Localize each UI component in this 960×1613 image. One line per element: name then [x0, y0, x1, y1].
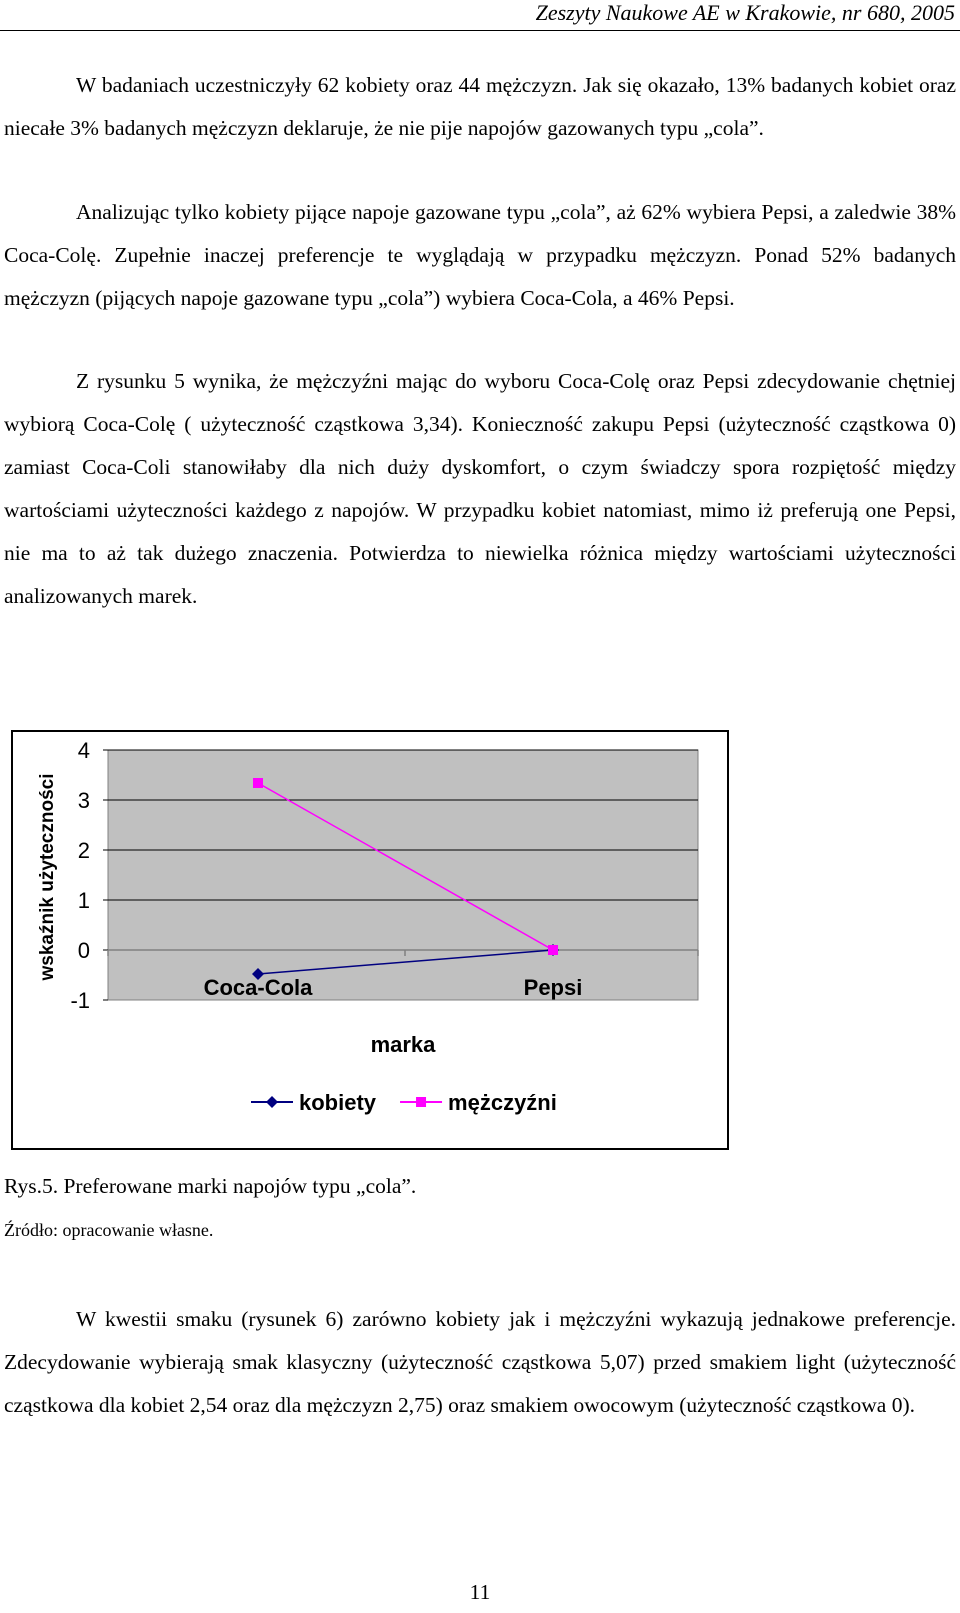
data-point-marker: [548, 945, 558, 955]
legend-swatch-marker: [266, 1096, 278, 1108]
paragraph-text: Z rysunku 5 wynika, że mężczyźni mając do wyboru Coca-Colę oraz Pepsi zdecydowanie chętniej wybiorą Coca-Colę ( użyteczność cząstkowa 3,34). Konieczność zakupu Pepsi (użyteczność cząstkowa 0) zamiast Coca-Coli stanowiłaby dla nich duży dyskomfort, o czym świadczy spora rozpiętość między wartościami użyteczności każdego z napojów. W przypadku kobiet natomiast, mimo iż preferują one Pepsi, nie ma to aż tak dużego znaczenia. Potwierdza to niewielka różnica między wartościami użyteczności analizowanych marek.: [4, 369, 956, 608]
paragraph-text: Analizując tylko kobiety pijące napoje gazowane typu „cola”, aż 62% wybiera Pepsi, a zaledwie 38% Coca-Colę. Zupełnie inaczej preferencje te wyglądają w przypadku mężczyzn. Ponad 52% badanych mężczyzn (pijących napoje gazowane typu „cola”) wybiera Coca-Cola, a 46% Pepsi.: [4, 200, 956, 310]
chart-frame: [11, 730, 729, 1150]
page-number: 11: [469, 1580, 491, 1604]
paragraph-text: W badaniach uczestniczyły 62 kobiety oraz 44 mężczyzn. Jak się okazało, 13% badanych kobiet oraz niecałe 3% badanych mężczyzn deklaruje, że nie pije napojów gazowanych typu „cola”.: [4, 73, 956, 140]
y-tick-label: 2: [77, 838, 90, 863]
y-axis-ticks: [70, 738, 108, 1013]
legend-entry-label: kobiety: [299, 1090, 377, 1115]
y-tick-label: 1: [77, 888, 90, 913]
utility-line-chart: [13, 732, 727, 1148]
y-tick-label: 0: [77, 938, 90, 963]
x-category-label: Coca-Cola: [203, 975, 313, 1000]
paragraph-participants: [4, 64, 956, 150]
y-tick-label: 4: [77, 738, 90, 763]
data-point-marker: [253, 778, 263, 788]
journal-title: Zeszyty Naukowe AE w Krakowie, nr 680, 2005: [535, 0, 955, 25]
legend-swatch-marker: [416, 1097, 426, 1107]
figure-source: Źródło: opracowanie własne.: [4, 1220, 214, 1240]
legend: [251, 1090, 557, 1115]
y-axis-label: wskaźnik użyteczności: [37, 773, 58, 981]
running-header: [0, 0, 960, 31]
x-category-label: Pepsi: [523, 975, 583, 1000]
legend-entry-label: mężczyźni: [448, 1090, 557, 1115]
paragraph-figure5-discussion: [4, 360, 956, 618]
paragraph-taste: [4, 1298, 956, 1427]
x-axis-label: marka: [370, 1032, 436, 1057]
paragraph-women-analysis: [4, 191, 956, 320]
paragraph-text: W kwestii smaku (rysunek 6) zarówno kobiety jak i mężczyźni wykazują jednakowe preferencje. Zdecydowanie wybierają smak klasyczny (użyteczność cząstkowa 5,07) przed smakiem light (użyteczność cząstkowa dla kobiet 2,54 oraz dla mężczyzn 2,75) oraz smakiem owocowym (użyteczność cząstkowa 0).: [4, 1307, 956, 1417]
y-tick-label: 3: [77, 788, 90, 813]
figure-caption: Rys.5. Preferowane marki napojów typu „cola”.: [4, 1174, 417, 1198]
y-tick-label: -1: [70, 988, 90, 1013]
